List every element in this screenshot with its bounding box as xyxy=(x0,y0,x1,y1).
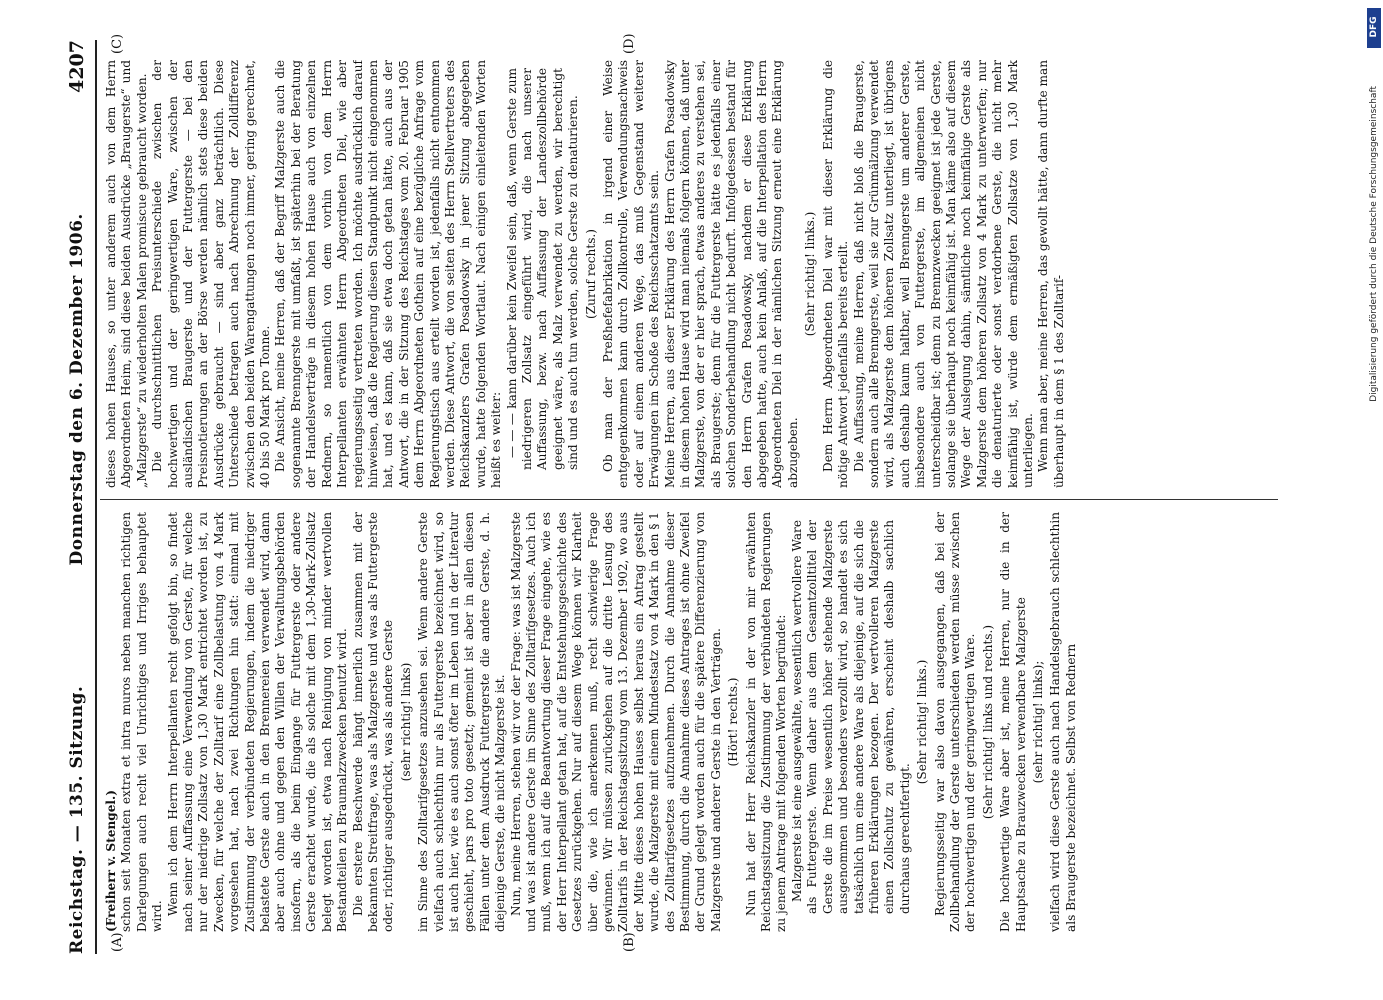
paragraph: Die durchschnittlichen Preisunterschiede zwischen der hochwertigen und der geringwertigen Ware, zwischen der ausländischen Braugerste und der Futtergerste — bei den Preisnotierungen an der Börse werden nämlich stets diese beiden Ausdrücke gebraucht — sind aber ganz beträchtlich. Diese Unterschiede betragen auch nach Abrechnung der Zolldifferenz zwischen den beiden Warengattungen noch immer, gering gerechnet, 40 bis 50 Mark pro Tonne. xyxy=(150,60,273,488)
header-rule xyxy=(95,40,97,954)
page-header xyxy=(62,40,92,954)
paragraph: Ob man der Preßhefefabrikation in irgend einer Weise entgegenkommen kann durch Zollkontrolle, Verwendungsnachweis oder auf einem anderen Wege, das muß Gegenstand weiterer Erwägungen im Schoße des Reichsschatzamts sein. xyxy=(601,60,662,488)
paragraph: Wenn ich dem Herrn Interpellanten recht gefolgt bin, so findet nach seiner Auffassung eine Verwendung von Gerste, für welche nur der niedrige Zollsatz von 1,30 Mark entrichtet worden ist, zu Zwecken, für welche der Zolltarif eine Zollbelastung von 4 Mark vorgesehen hat, nach zwei Richtungen hin statt: einmal mit Zustimmung der verbündeten Regierungen, indem die niedriger belastete Gerste auch in den Brennereien verwendet wird, dann aber auch ohne und gegen den Willen der Verwaltungsbehörden insofern, als die beim Eingange für Futtergerste oder andere Gerste erachtet wurde, die als solche mit dem 1,30-Mark-Zollsatz belegt worden ist, etwa nach Reinigung von minder wertvollen Bestandteilen zu Braumalzzwecken benutzt wird. xyxy=(165,512,350,932)
interjection: (Sehr richtig! links.) xyxy=(803,211,818,337)
header-date: Donnerstag den 6. Dezember 1906. xyxy=(67,213,87,566)
header-chamber-session: Reichstag. — 135. Sitzung. xyxy=(67,685,87,954)
paragraph: Die hochwertige Ware aber ist, meine Herren, nur die in der Hauptsache zu Brauzwecken verwendbare Malzgerste xyxy=(998,512,1028,932)
paragraph: Die Ansicht, meine Herren, daß der Begriff Malzgerste auch die sogenannte Brenngerste mit umfaßt, ist späterhin bei der Beratung der Handelsverträge in diesem hohen Hause auch von einzelnen Rednern, so namentlich von dem vorhin von dem Herrn Interpellanten erwähnten Herrn Abgeordneten Diel, wie aber regierungsseitig vertreten worden. Ich möchte ausdrücklich darauf hinweisen, daß die Regierung diesen Standpunkt nicht eingenommen hat, und es kann, daß sie etwa doch getan hätte, auch aus der Antwort, die in der Sitzung des Reichstages vom 20. Februar 1905 dem Herrn Abgeordneten Gothein auf eine bezügliche Anfrage vom Regierungstisch aus erteilt worden ist, jedenfalls nicht entnommen werden. Diese Antwort, die von seiten des Herrn Stellvertreters des Reichskanzlers Grafen Posadowsky in jener Sitzung abgegeben wurde, hatte folgenden Wortlaut. Nach einigen einleitenden Worten heißt es weiter: xyxy=(273,60,504,488)
interjection: (Hört! rechts.) xyxy=(726,677,741,767)
dfg-logo xyxy=(1367,8,1381,48)
interjection: (Sehr richtig! links.) xyxy=(915,659,930,785)
paragraph: Die erstere Beschwerde hängt innerlich zusammen mit der bekannten Streitfrage, was als Malzgerste und was als Futtergerste oder, richtiger ausgedrückt, was als andere Gerste xyxy=(350,512,396,932)
margin-marker-d: (D) xyxy=(622,33,637,54)
interjection: (sehr richtig! links) xyxy=(398,662,413,782)
paragraph: vielfach wird diese Gerste auch nach Handelsgebrauch schlechthin als Braugerste bezeichnet. Selbst von Rednern xyxy=(1048,512,1078,932)
page-number: 4207 xyxy=(66,40,88,93)
quotation: Malzgerste ist eine ausgewählte, wesentlich wertvollere Ware als Futtergerste. Wenn daher aus dem Gesamtzolltitel der Gerste die im Preise wesentlich höher stehende Malzgerste ausgenommen und besonders verzollt wird, so handelt es sich tatsächlich um eine andere Ware als diejenige, auf die sich die früheren Erklärungen bezogen. Der wertvolleren Malzgerste einen Zollschutz zu gewähren, erscheint deshalb sachlich durchaus gerechtfertigt. xyxy=(789,520,912,914)
dfg-logo-text: DFG xyxy=(1369,16,1379,38)
right-column xyxy=(104,60,1277,488)
digitization-sidebar xyxy=(1363,0,1383,1000)
paragraph: Wenn man aber, meine Herren, das gewollt hätte, dann durfte man überhaupt in dem § 1 des Zolltarif- xyxy=(1036,60,1066,488)
paragraph: Die Auffassung, meine Herren, daß nicht bloß die Braugerste, sondern auch alle Brenngerste, weil sie zur Grünmälzung verwendet wird, als Malzgerste dem höheren Zollsatz unterliegt, ist übrigens auch deshalb kaum haltbar, weil Brenngerste um anderer Gerste, insbesondere auch von Futtergerste, im allgemeinen nicht unterscheidbar ist; denn zu Brennzwecken geeignet ist jede Gerste, solange sie überhaupt noch keimfähig ist. Man käme also auf diesem Wege der Auslegung dahin, sämtliche noch keimfähige Gerste als Malzgerste dem höheren Zollsatz von 4 Mark zu unterwerfen; nur die denaturierte oder sonst verdorbene Gerste, die nicht mehr keimfähig ist, würde dem ermäßigten Zollsatze von 1,30 Mark unterliegen. xyxy=(851,60,1035,488)
paragraph: Dem Herrn Abgeordneten Diel war mit dieser Erklärung die nötige Antwort jedenfalls bereits erteilt. xyxy=(820,60,851,488)
interjection: (Sehr richtig! links und rechts.) xyxy=(980,624,995,820)
paragraph: Nun, meine Herren, stehen wir vor der Frage: was ist Malzgerste und was ist andere Gerste im Sinne des Zolltarifgesetzes. Auch ich muß, wenn ich auf die Beantwortung dieser Frage eingehe, wie es der Herr Interpellant getan hat, auf die Entstehungsgeschichte des Gesetzes zurückgehen. Nur auf diesem Wege können wir Klarheit über die, wie ich anerkennen muß, recht schwierige Frage gewinnen. Wir müssen zurückgehen auf die dritte Lesung des Zolltarifs in der Reichstagssitzung vom 13. Dezember 1902, wo aus der Mitte dieses hohen Hauses selbst heraus ein Antrag gestellt wurde, die Malzgerste mit einem Mindestsatz von 4 Mark in den § 1 des Zolltarifgesetzes aufzunehmen. Durch die Annahme dieser Bestimmung, durch die Annahme dieses Antrages ist ohne Zweifel der Grund gelegt worden auch für die spätere Differenzierung von Malzgerste und anderer Gerste in den Verträgen. xyxy=(508,512,723,932)
interjection: (Zuruf rechts.) xyxy=(583,229,598,319)
left-column xyxy=(104,512,1277,932)
paragraph: im Sinne des Zolltarifgesetzes anzusehen sei. Wenn andere Gerste vielfach auch schlechthin nur als Futtergerste bezeichnet wird, so ist auch hier, wie es auch sonst öfter im Leben und in der Literatur geschieht, pars pro toto gesetzt; gemeint ist aber in allen diesen Fällen unter dem Ausdruck Futtergerste die andere Gerste, d. h. diejenige Gerste, die nicht Malzgerste ist. xyxy=(416,512,508,932)
paragraph: Regierungsseitig war also davon ausgegangen, daß bei der Zollbehandlung der Gerste unterschieden werden müsse zwischen der hochwertigen und der geringwertigen Ware. xyxy=(932,512,978,932)
paragraph: schon seit Monaten extra et intra muros neben manchen richtigen Darlegungen auch recht viel Unrichtiges und Irriges behauptet wird. xyxy=(119,512,165,932)
margin-marker-c: (C) xyxy=(110,33,125,54)
funding-credit: Digitalisierung gefördert durch die Deutsche Forschungsgemeinschaft xyxy=(1369,86,1379,402)
paragraph: Meine Herren, aus dieser Erklärung des Herrn Grafen Posadowsky in diesem hohen Hause wird man niemals folgern können, daß unter Malzgerste, von der er hier sprach, etwas anderes zu verstehen sei, als Braugerste; denn für die Futtergerste hätte es jedenfalls einer solchen Sonderbehandlung nicht bedurft. Infolgedessen bestand für den Herrn Grafen Posadowsky, nachdem er diese Erklärung abgegeben hatte, auch kein Anlaß, auf die Interpellation des Herrn Abgeordneten Diel in der nämlichen Sitzung erneut eine Erklärung abzugeben. xyxy=(662,60,800,488)
quotation: — — — kann darüber kein Zweifel sein, daß, wenn Gerste zum niedrigeren Zollsatz eingeführt wird, die nach unserer Auffassung, bezw. nach Auffassung der Landeszollbehörde geeignet wäre, als Malz verwendet zu werden, wir berechtigt sind und es auch tun werden, solche Gerste zu denaturieren. xyxy=(504,68,581,470)
margin-marker-b: (B) xyxy=(622,932,637,952)
speaker-name: (Freiherr v. Stengel.) xyxy=(104,790,118,932)
column-divider xyxy=(100,499,1278,500)
interjection: (sehr richtig! links); xyxy=(1030,660,1045,784)
margin-marker-a: (A) xyxy=(110,932,125,952)
paragraph: dieses hohen Hauses, so unter anderem auch von dem Herrn Abgeordneten Heim, sind diese beiden Ausdrücke „Braugerste“ und „Malzgerste“ zu wiederholten Malen promiscue gebraucht worden. xyxy=(104,60,149,488)
paragraph: Nun hat der Herr Reichskanzler in der von mir erwähnten Reichstagssitzung die Zustimmung der verbündeten Regierungen zu jenem Antrage mit folgenden Worten begründet: xyxy=(743,512,789,932)
